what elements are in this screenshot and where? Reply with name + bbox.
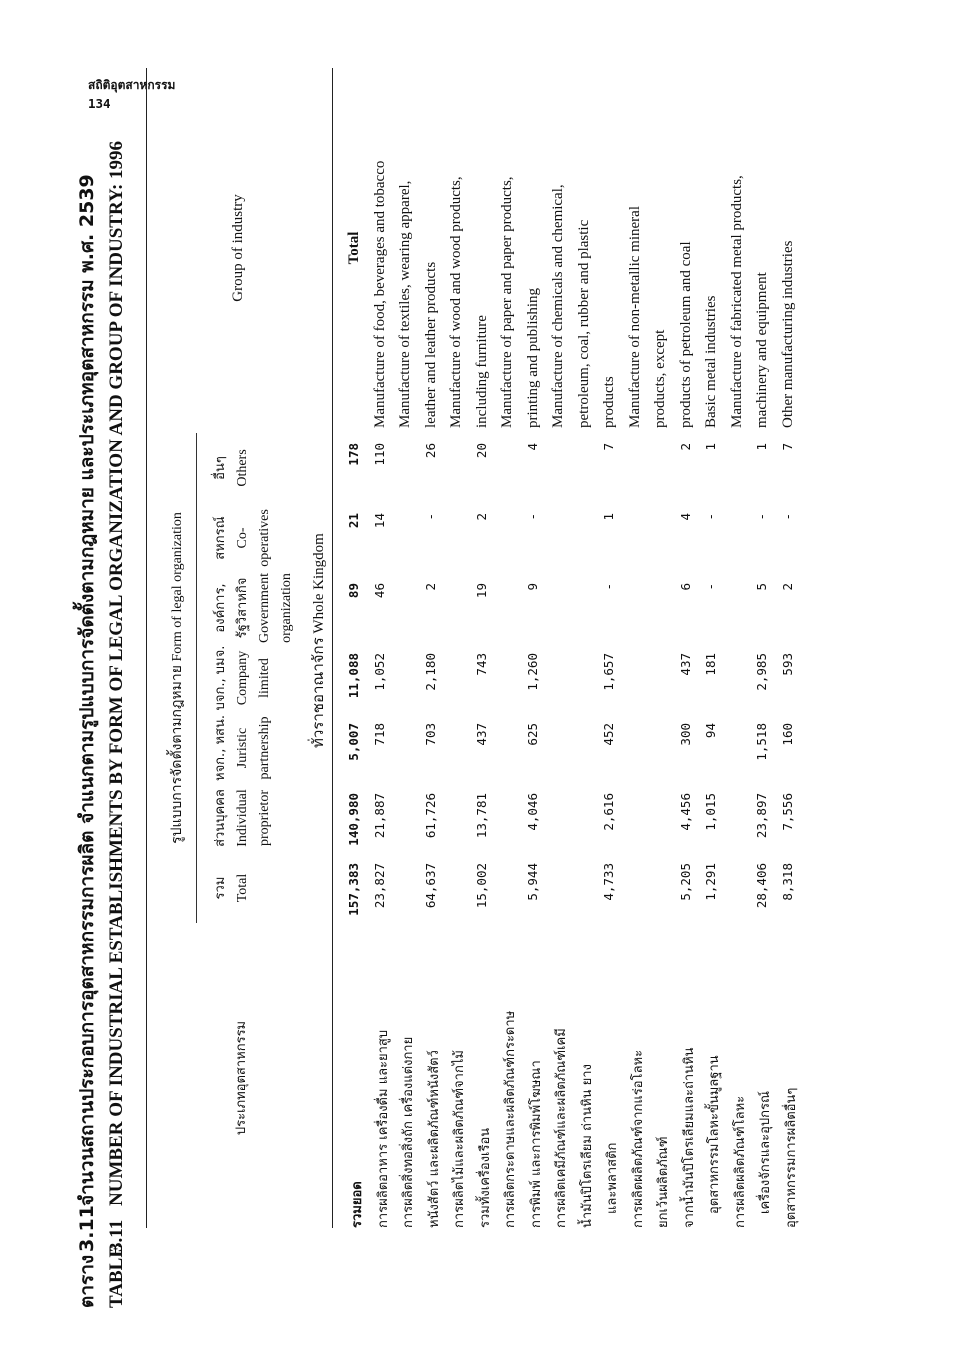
column-header-english: Juristic <box>235 727 250 769</box>
row-label-english: including furniture <box>473 315 490 428</box>
row-label-thai-text: และพลาสติก <box>605 1142 620 1214</box>
cell-value: 21 <box>346 513 361 529</box>
row-label-thai-text: การผลิตกระดาษและผลิตภัณฑ์กระดาษ <box>503 1010 518 1228</box>
table-row <box>754 68 778 1308</box>
table-title-english <box>106 141 128 1308</box>
row-label-thai <box>576 928 597 1228</box>
table-label-thai: ตาราง <box>76 1254 98 1308</box>
row-label-thai <box>601 928 622 1228</box>
column-header-thai: รวม <box>213 876 228 900</box>
cell-value: - <box>524 513 540 521</box>
row-label-thai <box>474 928 495 1228</box>
cell-value: 61,726 <box>422 793 438 839</box>
column-header-english: Co-operatives <box>235 509 272 567</box>
cell-value: 46 <box>371 583 387 599</box>
cell-value: 14 <box>371 513 387 529</box>
cell-value: 1 <box>754 443 769 451</box>
cell-value: 4,046 <box>524 793 540 831</box>
cell-value: 593 <box>779 653 795 676</box>
row-label-english: Manufacture of textiles, wearing apparel, <box>397 180 413 428</box>
row-label-thai-text: หนังสัตว์ และผลิตภัณฑ์หนังสัตว์ <box>426 1050 442 1228</box>
cell-value: 4,733 <box>601 863 616 901</box>
row-label-english: leather and leather products <box>422 261 439 428</box>
cell-value: 23,897 <box>754 793 769 839</box>
cell-value: 8,318 <box>779 863 795 901</box>
cell-value: 94 <box>703 723 718 739</box>
row-label-english: Manufacture of food, beverages and tobacco <box>371 160 388 428</box>
row-label-thai <box>550 928 571 1228</box>
group-industry-header-english: Group of industry <box>230 194 246 302</box>
cell-value: 20 <box>473 443 489 459</box>
table-title-thai-text: จำนวนสถานประกอบการอุตสาหกรรมการผลิต จำแนกตามรูปแบบการจัดตั้งตามกฎหมาย และประเภทอุตสาหกรรม พ.ศ. 2539 <box>76 174 98 1206</box>
table-row <box>499 68 523 1308</box>
row-label-thai-text: รวมยอด <box>350 1181 365 1228</box>
column-header-english: Individual <box>235 789 250 847</box>
cell-value: 157,383 <box>346 863 361 916</box>
column-header-english: partnership <box>257 716 272 780</box>
column-header-english: limited <box>257 658 272 698</box>
table-total-row <box>346 68 370 1308</box>
row-label-thai-text: อุตสาหกรรมการผลิตอื่นๆ <box>783 1087 799 1228</box>
cell-value: 181 <box>703 653 718 676</box>
column-header-english: Company <box>235 650 250 706</box>
region-heading: ทั่วราชอาณาจักร Whole Kingdom <box>311 533 327 748</box>
row-label-thai-text: การผลิตเคมีภัณฑ์และผลิตภัณฑ์เคมี <box>554 1028 569 1228</box>
cell-value: 5 <box>754 583 769 591</box>
table-row <box>397 68 421 1308</box>
row-label-english: Manufacture of non-metallic mineral <box>626 206 643 428</box>
column-header-english: Government <box>257 573 272 643</box>
cell-value: 2 <box>422 583 438 591</box>
row-label-thai <box>346 928 367 1228</box>
row-label-thai-text: การพิมพ์ และการพิมพ์โฆษณา <box>528 1060 544 1228</box>
cell-value: 437 <box>473 723 489 746</box>
cell-value: 23,827 <box>371 863 387 909</box>
column-header-thai: สหกรณ์ <box>213 516 228 560</box>
cell-value: 13,781 <box>473 793 489 839</box>
table-title-english-text: NUMBER OF INDUSTRIAL ESTABLISHMENTS BY FORM OF LEGAL ORGANIZATION AND GROUP OF INDUSTRY: 1996 <box>106 140 127 1206</box>
table-row <box>372 68 396 1308</box>
row-label-thai <box>780 928 801 1228</box>
table-row <box>525 68 549 1308</box>
cell-value: 1,260 <box>524 653 540 691</box>
row-label-thai-text: เครื่องจักรและอุปกรณ์ <box>758 1090 773 1214</box>
table-row <box>423 68 447 1308</box>
cell-value: - <box>703 583 718 591</box>
cell-value: 9 <box>524 583 540 591</box>
cell-value: 452 <box>601 723 616 746</box>
cell-value: 2,985 <box>754 653 769 691</box>
cell-value: 11,088 <box>346 653 361 699</box>
cell-value: 26 <box>422 443 438 459</box>
table-row <box>703 68 727 1308</box>
column-header-thai: บจก., บมจ. <box>213 645 228 711</box>
cell-value: 2 <box>779 583 795 591</box>
cell-value: - <box>422 513 438 521</box>
row-label-thai <box>652 928 673 1228</box>
table-number-english: 3.11 <box>106 1219 127 1252</box>
cell-value: 15,002 <box>473 863 489 909</box>
column-header-7 <box>210 433 254 503</box>
row-label-thai-text: การผลิตผลิตภัณฑ์โลหะ <box>732 1095 748 1228</box>
row-label-english: Manufacture of chemicals and chemical, <box>550 184 566 428</box>
cell-value: 4 <box>524 443 540 451</box>
form-header-rule <box>196 433 197 923</box>
cell-value: 6 <box>677 583 693 591</box>
row-label-thai-text: การผลิตอาหาร เครื่องดื่ม และยาสูบ <box>375 1029 391 1228</box>
page-number: 134 <box>88 96 111 111</box>
cell-value: 703 <box>422 723 438 746</box>
cell-value: - <box>703 513 718 521</box>
cell-value: 4,456 <box>677 793 693 831</box>
row-label-english: petroleum, coal, rubber and plastic <box>575 219 592 428</box>
row-label-thai <box>448 928 469 1228</box>
row-label-english: products, except <box>652 329 668 428</box>
row-label-thai-text: การผลิตสิ่งทอสิ่งถัก เครื่องแต่งกาย <box>401 1036 416 1228</box>
running-header-title: สถิติอุตสาหกรรม <box>88 78 176 92</box>
row-label-english: machinery and equipment <box>754 272 770 428</box>
cell-value: 28,406 <box>754 863 769 909</box>
column-header-english: proprietor <box>257 790 272 846</box>
column-header-thai: อื่นๆ <box>213 456 228 480</box>
row-label-english: products <box>601 376 617 428</box>
cell-value: 1 <box>703 443 718 451</box>
row-label-thai <box>627 928 648 1228</box>
cell-value: 1,518 <box>754 723 769 761</box>
row-label-english: printing and publishing <box>524 288 541 428</box>
column-header-english: Others <box>235 449 250 487</box>
cell-value: 7,556 <box>779 793 795 831</box>
row-label-thai <box>703 928 724 1228</box>
cell-value: 1 <box>601 513 616 521</box>
cell-value: 64,637 <box>422 863 438 909</box>
cell-value: 2 <box>677 443 693 451</box>
cell-value: 140,980 <box>346 793 361 846</box>
row-label-english: Total <box>346 231 362 265</box>
row-label-thai-text: รวมทั้งเครื่องเรือน <box>477 1127 493 1228</box>
column-header-4 <box>210 643 276 713</box>
table-row <box>627 68 651 1308</box>
row-label-thai <box>754 928 775 1228</box>
row-label-english: Manufacture of wood and wood products, <box>448 176 464 428</box>
row-label-thai <box>397 928 418 1228</box>
cell-value: 743 <box>473 653 489 676</box>
form-of-organization-header: รูปแบบการจัดตั้งตามกฎหมาย Form of legal organization <box>170 512 185 844</box>
table-row <box>729 68 753 1308</box>
table-row <box>678 68 702 1308</box>
cell-value: 437 <box>677 653 693 676</box>
cell-value: 110 <box>371 443 387 466</box>
cell-value: 1,052 <box>371 653 387 691</box>
column-header-thai: ส่วนบุคคล <box>213 789 228 847</box>
cell-value: 625 <box>524 723 540 746</box>
cell-value: 178 <box>346 443 361 466</box>
cell-value: 4 <box>677 513 693 521</box>
row-label-thai-text: การผลิตผลิตภัณฑ์จากแร่อโลหะ <box>630 1049 646 1228</box>
group-industry-header-thai: ประเภทอุตสาหกรรม <box>234 1020 249 1136</box>
cell-value: 718 <box>371 723 387 746</box>
table-label-english: TABLE <box>106 1244 127 1308</box>
column-header-english: Total <box>235 873 250 903</box>
rotated-table <box>70 68 840 1308</box>
cell-value: 21,887 <box>371 793 387 839</box>
cell-value: 5,007 <box>346 723 361 761</box>
column-header-1 <box>210 853 254 923</box>
table-row <box>601 68 625 1308</box>
row-label-thai-text: ยกเว้นผลิตภัณฑ์ <box>656 1136 671 1228</box>
cell-value: 1,291 <box>703 863 718 901</box>
column-header-6 <box>210 503 276 573</box>
cell-value: 160 <box>779 723 795 746</box>
row-label-english: Manufacture of fabricated metal products, <box>728 175 745 428</box>
column-header-2 <box>210 783 276 853</box>
column-header-thai: องค์การ, รัฐวิสาหกิจ <box>213 577 250 639</box>
column-header-thai: หจก., หสน. <box>213 715 228 781</box>
column-header-english: organization <box>279 573 294 643</box>
row-label-thai <box>372 928 393 1228</box>
row-label-thai-text: การผลิตไม้และผลิตภัณฑ์จากไม้ <box>452 1050 467 1228</box>
cell-value: 2 <box>473 513 489 521</box>
column-header-5 <box>210 573 298 643</box>
row-label-thai <box>678 928 699 1228</box>
table-row <box>550 68 574 1308</box>
cell-value: 2,616 <box>601 793 616 831</box>
cell-value: 5,944 <box>524 863 540 901</box>
table-row <box>474 68 498 1308</box>
row-label-english: Manufacture of paper and paper products, <box>499 176 515 428</box>
row-label-thai-text: จากน้ำมันปิโตรเลียมและถ่านหิน <box>681 1047 697 1228</box>
table-row <box>780 68 804 1308</box>
row-label-thai <box>423 928 444 1228</box>
cell-value: 1,015 <box>703 793 718 831</box>
table-row <box>576 68 600 1308</box>
row-label-english: products of petroleum and coal <box>677 241 694 428</box>
cell-value: - <box>779 513 795 521</box>
row-label-english: Other manufacturing industries <box>779 240 796 428</box>
row-label-thai-text: น้ำมันปิโตรเลียม ถ่านหิน ยาง <box>579 1064 595 1228</box>
row-label-thai <box>525 928 546 1228</box>
cell-value: 7 <box>779 443 795 451</box>
cell-value: 300 <box>677 723 693 746</box>
table-number-thai: 3.11 <box>76 1205 98 1252</box>
row-label-thai-text: อุตสาหกรรมโลหะขั้นมูลฐาน <box>707 1055 722 1214</box>
header-bottom-rule <box>332 68 333 1228</box>
cell-value: 2,180 <box>422 653 438 691</box>
column-header-3 <box>210 713 276 783</box>
cell-value: - <box>754 513 769 521</box>
table-title-thai <box>72 174 102 1308</box>
cell-value: 89 <box>346 583 361 599</box>
cell-value: 7 <box>601 443 616 451</box>
row-label-thai <box>499 928 520 1228</box>
cell-value: 19 <box>473 583 489 599</box>
table-row <box>448 68 472 1308</box>
table-row <box>652 68 676 1308</box>
row-label-english: Basic metal industries <box>703 295 719 428</box>
cell-value: 1,657 <box>601 653 616 691</box>
cell-value: - <box>601 583 616 591</box>
cell-value: 5,205 <box>677 863 693 901</box>
table-top-rule <box>146 68 147 1228</box>
row-label-thai <box>729 928 750 1228</box>
